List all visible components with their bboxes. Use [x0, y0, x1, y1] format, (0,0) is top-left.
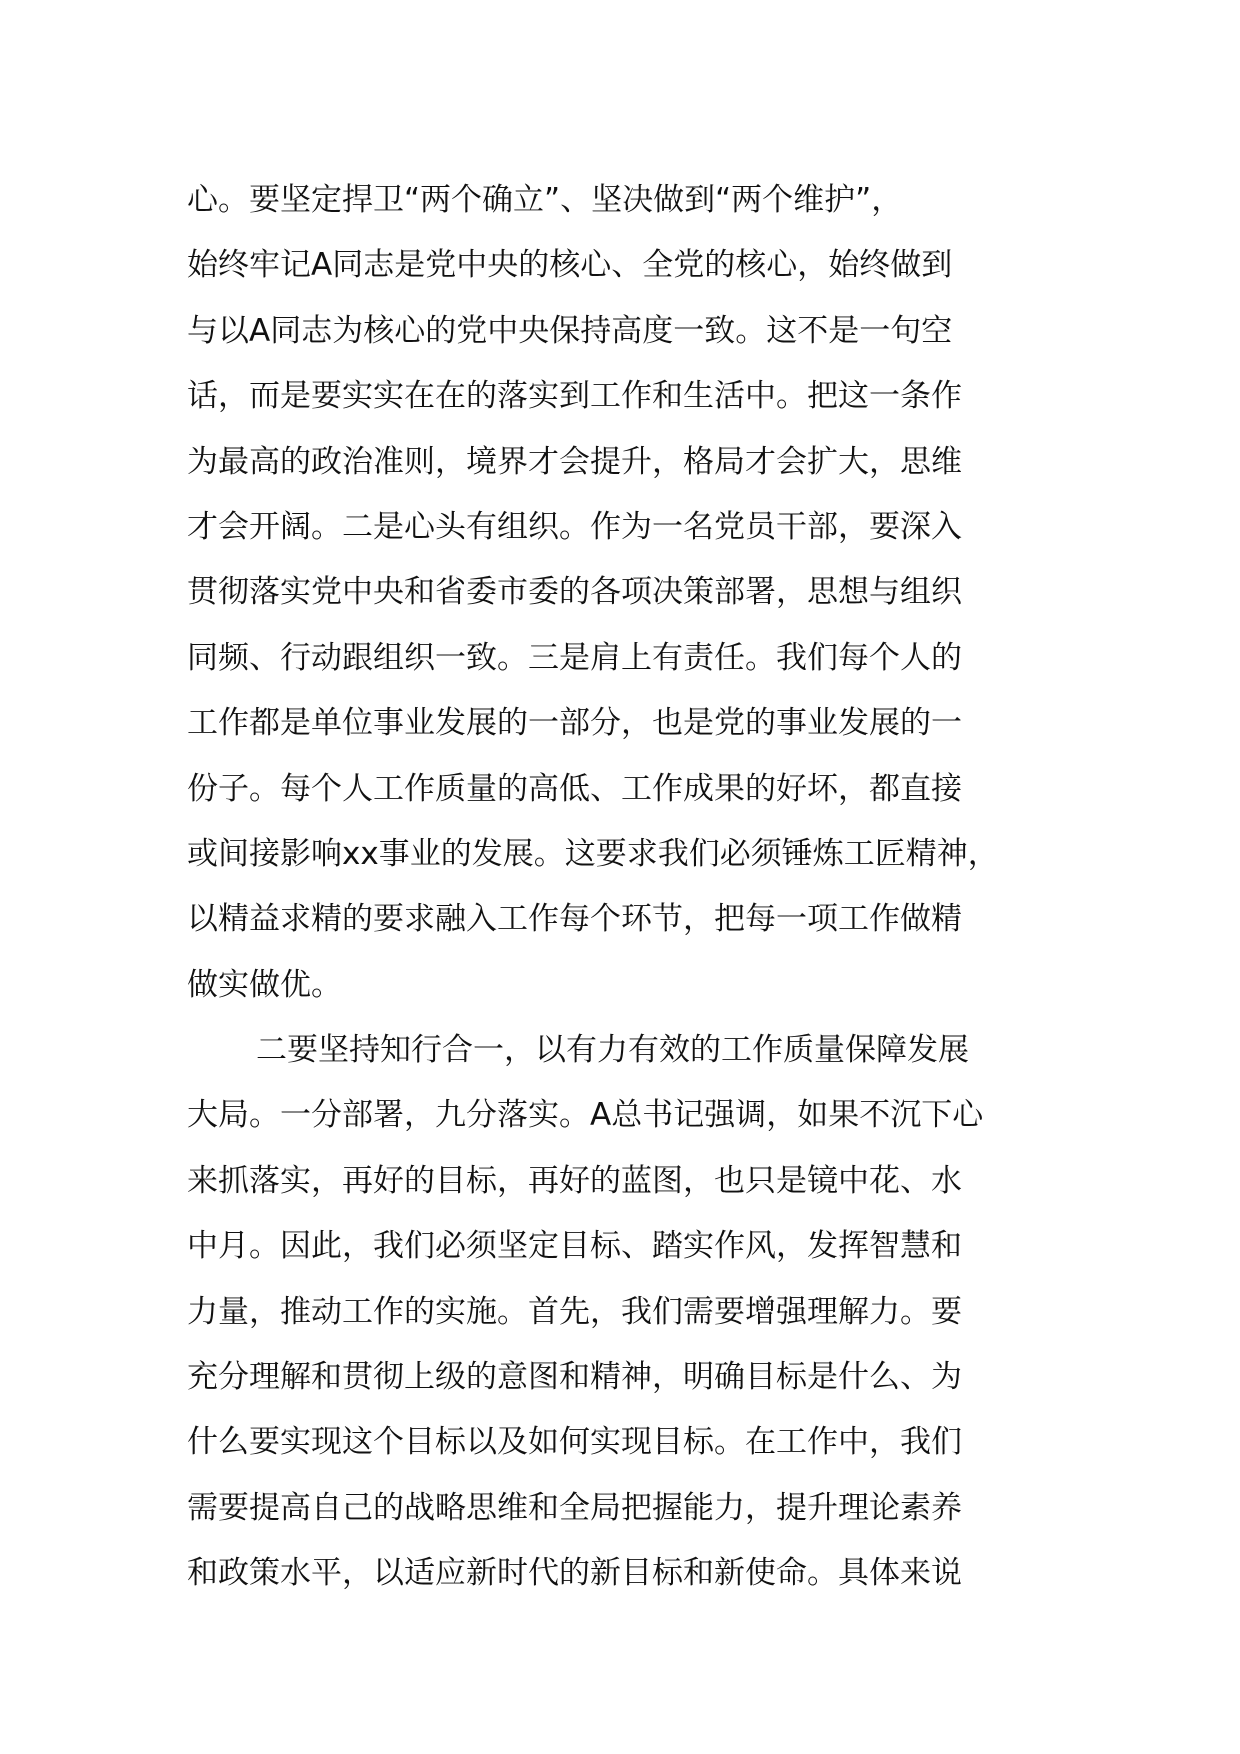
- text-line: 始终牢记A同志是党中央的核心、全党的核心，始终做到: [187, 247, 953, 284]
- text-line: 什么要实现这个目标以及如何实现目标。在工作中，我们: [187, 1424, 962, 1461]
- text-line: 话，而是要实实在在的落实到工作和生活中。把这一条作: [187, 378, 962, 415]
- text-line: 做实做优。: [187, 966, 342, 1003]
- text-line: 力量，推动工作的实施。首先，我们需要增强理解力。要: [187, 1293, 962, 1330]
- text-line: 或间接影响xx事业的发展。这要求我们必须锤炼工匠精神，: [187, 835, 999, 872]
- text-line: 以精益求精的要求融入工作每个环节，把每一项工作做精: [187, 901, 962, 938]
- text-line: 才会开阔。二是心头有组织。作为一名党员干部，要深入: [187, 508, 962, 545]
- paragraph-1: [187, 168, 1067, 1018]
- text-line: 贯彻落实党中央和省委市委的各项决策部署，思想与组织: [187, 574, 962, 611]
- text-line: 充分理解和贯彻上级的意图和精神，明确目标是什么、为: [187, 1359, 962, 1396]
- text-line: 来抓落实，再好的目标，再好的蓝图，也只是镜中花、水: [187, 1162, 962, 1199]
- text-line: 同频、行动跟组织一致。三是肩上有责任。我们每个人的: [187, 639, 962, 676]
- text-line: 份子。每个人工作质量的高低、工作成果的好坏，都直接: [187, 770, 962, 807]
- text-line: 与以A同志为核心的党中央保持高度一致。这不是一句空: [187, 312, 953, 349]
- text-line: 工作都是单位事业发展的一部分，也是党的事业发展的一: [187, 705, 962, 742]
- text-line: 和政策水平，以适应新时代的新目标和新使命。具体来说: [187, 1555, 962, 1592]
- text-line: 大局。一分部署，九分落实。A总书记强调，如果不沉下心: [187, 1097, 984, 1134]
- text-line: 二要坚持知行合一，以有力有效的工作质量保障发展: [256, 1032, 969, 1069]
- text-line: 中月。因此，我们必须坚定目标、踏实作风，发挥智慧和: [187, 1228, 962, 1265]
- document-body: [187, 168, 1067, 1607]
- paragraph-2: [187, 1018, 1067, 1607]
- text-line: 为最高的政治准则，境界才会提升，格局才会扩大，思维: [187, 443, 962, 480]
- text-line: 心。要坚定捍卫“两个确立”、坚决做到“两个维护”，: [187, 182, 903, 218]
- text-line: 需要提高自己的战略思维和全局把握能力，提升理论素养: [187, 1489, 962, 1526]
